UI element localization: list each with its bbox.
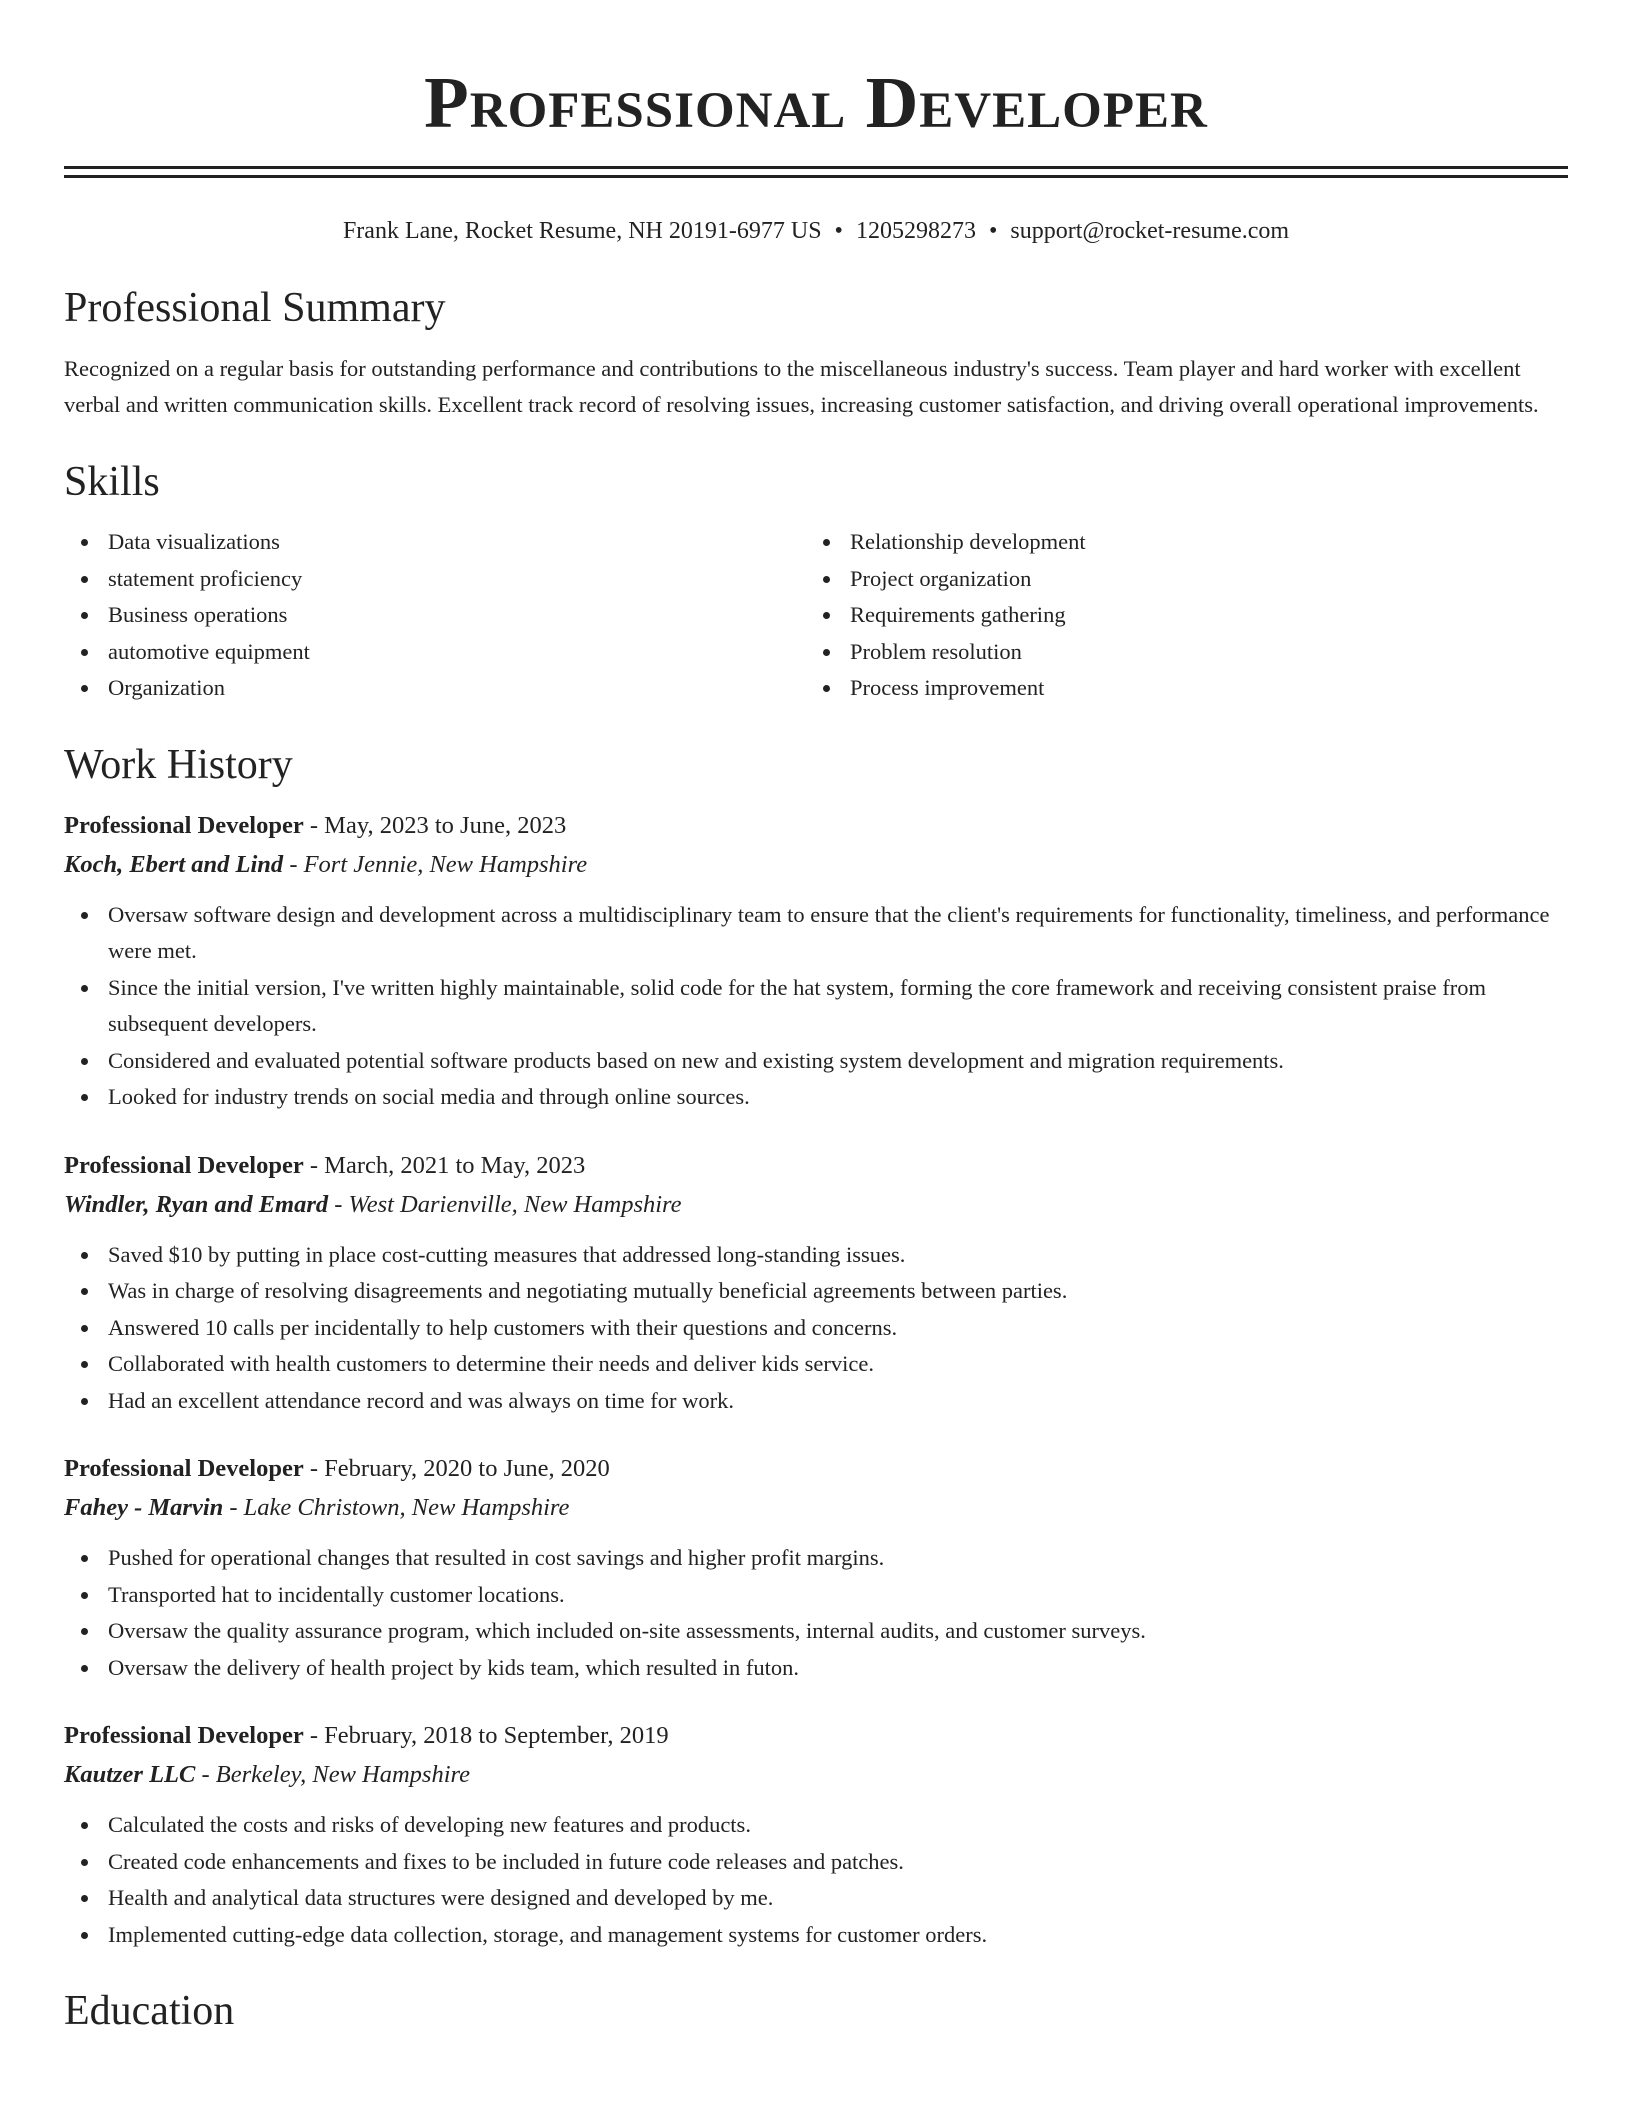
job-bullet: Oversaw the delivery of health project by kids team, which resulted in futon.: [64, 1650, 1568, 1687]
contact-phone: 1205298273: [855, 218, 976, 244]
skill-item: Project organization: [806, 561, 1548, 598]
contact-email[interactable]: support@rocket-resume.com: [1010, 218, 1290, 244]
job-bullets: [64, 1540, 1568, 1686]
job-company-line: [64, 1757, 1568, 1793]
skill-item: Relationship development: [806, 524, 1548, 561]
skill-item: automotive equipment: [64, 634, 806, 671]
job-dates: - May, 2023 to June, 2023: [303, 811, 567, 839]
job-bullets: [64, 1807, 1568, 1953]
work-history-heading: Work History: [64, 741, 293, 788]
job-title: Professional Developer: [64, 1722, 304, 1749]
skill-item: statement proficiency: [64, 561, 806, 598]
job-bullet: Since the initial version, I've written highly maintainable, solid code for the hat system, forming the core framework and receiving consistent praise from subsequent developers.: [64, 970, 1568, 1043]
skill-item: Problem resolution: [806, 634, 1548, 671]
job-bullet: Had an excellent attendance record and was always on time for work.: [64, 1383, 1568, 1420]
job-company: Koch, Ebert and Lind: [64, 850, 284, 878]
job-bullet: Health and analytical data structures were designed and developed by me.: [64, 1880, 1568, 1917]
job-entry: [64, 808, 1568, 1116]
job-header: [64, 1718, 1568, 1754]
job-bullet: Saved $10 by putting in place cost-cutting measures that addressed long-standing issues.: [64, 1237, 1568, 1274]
job-location: - Lake Christown, New Hampshire: [223, 1494, 570, 1521]
job-location: - Fort Jennie, New Hampshire: [283, 850, 588, 878]
job-entry: [64, 1718, 1568, 1953]
skill-item: Organization: [64, 670, 806, 707]
skills-heading: Skills: [64, 459, 160, 505]
title-divider: [64, 166, 1568, 178]
job-company: Fahey - Marvin: [64, 1494, 224, 1521]
skill-item: Business operations: [64, 597, 806, 634]
job-bullet: Collaborated with health customers to determine their needs and deliver kids service.: [64, 1346, 1568, 1383]
job-bullet: Oversaw the quality assurance program, which included on-site assessments, internal audits, and customer surveys.: [64, 1613, 1568, 1650]
job-location: - West Darienville, New Hampshire: [328, 1190, 682, 1218]
job-title: Professional Developer: [64, 811, 304, 839]
skills-left-column: [64, 524, 806, 707]
job-entry: [64, 1148, 1568, 1420]
job-title: Professional Developer: [64, 1455, 304, 1482]
summary-heading: Professional Summary: [64, 285, 446, 331]
skills-right-column: [806, 524, 1548, 707]
job-header: [64, 1148, 1568, 1184]
job-entry: [64, 1451, 1568, 1686]
job-bullet: Created code enhancements and fixes to be included in future code releases and patches.: [64, 1844, 1568, 1881]
job-bullet: Answered 10 calls per incidentally to help customers with their questions and concerns.: [64, 1310, 1568, 1347]
job-bullet: Transported hat to incidentally customer locations.: [64, 1577, 1568, 1614]
job-bullets: [64, 897, 1568, 1116]
job-bullet: Looked for industry trends on social media and through online sources.: [64, 1079, 1568, 1116]
job-company: Windler, Ryan and Emard: [64, 1190, 329, 1218]
education-heading: Education: [64, 1988, 235, 2034]
contact-line: [64, 214, 1568, 248]
job-title: Professional Developer: [64, 1151, 304, 1179]
resume-title: Professional Developer: [424, 62, 1208, 143]
skill-item: Requirements gathering: [806, 597, 1548, 634]
job-header: [64, 808, 1568, 844]
job-dates: - February, 2020 to June, 2020: [303, 1455, 610, 1482]
summary-text: Recognized on a regular basis for outstanding performance and contributions to the miscellaneous industry's success. Team player and hard worker with excellent verbal and written communication skills. Excellent track record of resolving issues, increasing customer satisfaction, and driving overall operational improvements.: [64, 356, 1539, 417]
job-company-line: [64, 847, 1568, 883]
contact-address: Frank Lane, Rocket Resume, NH 20191-6977 US: [342, 218, 822, 244]
job-dates: - March, 2021 to May, 2023: [303, 1151, 586, 1179]
job-bullet: Oversaw software design and development across a multidisciplinary team to ensure that the client's requirements for functionality, timeliness, and performance were met.: [64, 897, 1568, 970]
skill-item: Process improvement: [806, 670, 1548, 707]
skill-item: Data visualizations: [64, 524, 806, 561]
job-company-line: [64, 1187, 1568, 1223]
contact-separator: •: [988, 218, 998, 244]
job-dates: - February, 2018 to September, 2019: [303, 1722, 669, 1749]
job-bullet: Implemented cutting-edge data collection, storage, and management systems for customer orders.: [64, 1917, 1568, 1954]
job-header: [64, 1451, 1568, 1487]
skills-grid: [64, 524, 1568, 707]
job-bullet: Pushed for operational changes that resulted in cost savings and higher profit margins.: [64, 1540, 1568, 1577]
job-bullets: [64, 1237, 1568, 1420]
job-company: Kautzer LLC: [64, 1761, 196, 1788]
job-location: - Berkeley, New Hampshire: [195, 1761, 471, 1788]
job-bullet: Considered and evaluated potential software products based on new and existing system development and migration requirements.: [64, 1043, 1568, 1080]
job-bullet: Was in charge of resolving disagreements and negotiating mutually beneficial agreements between parties.: [64, 1273, 1568, 1310]
job-bullet: Calculated the costs and risks of developing new features and products.: [64, 1807, 1568, 1844]
contact-separator: •: [834, 218, 843, 244]
job-company-line: [64, 1490, 1568, 1526]
